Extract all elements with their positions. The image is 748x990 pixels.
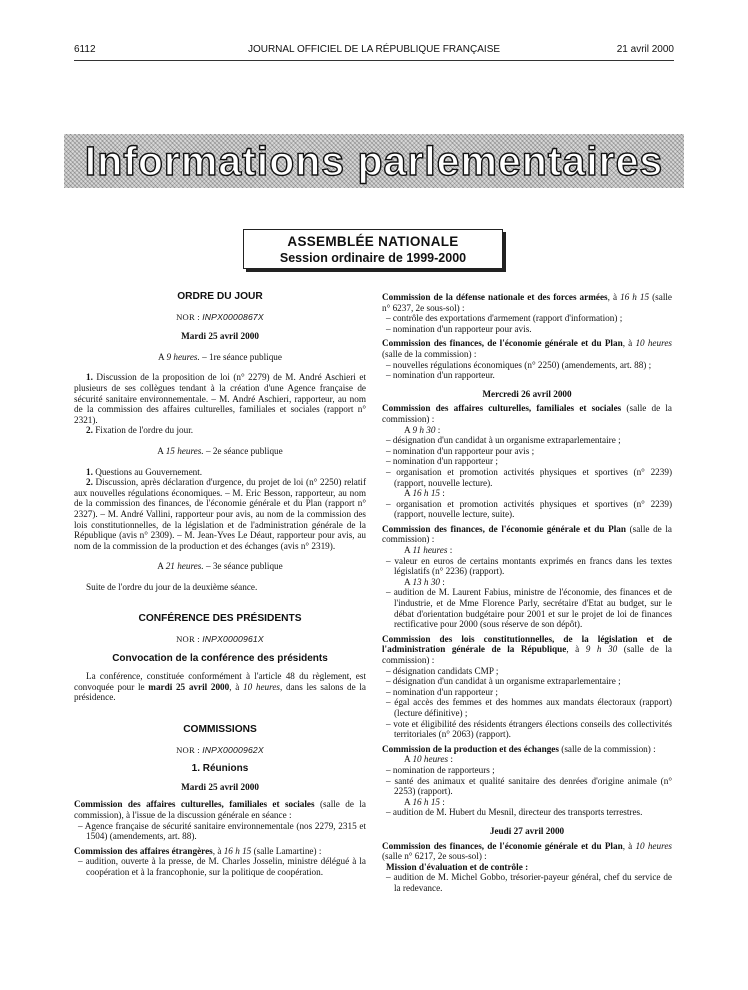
time-slot — [382, 425, 672, 436]
commission-name: Commission des affaires étrangères — [74, 845, 213, 856]
agenda-item: – désignation candidats CMP ; — [386, 665, 499, 676]
assembly-box — [243, 229, 503, 269]
meeting-time: 16 h 15 — [412, 488, 440, 499]
text-part: , à — [622, 840, 636, 851]
text-part: : — [440, 488, 445, 499]
commission-details: (salle de la commission) : — [382, 403, 672, 424]
agenda-item: – santé des animaux et qualité sanitaire des denrées d'origine animale (n° 2253) (rapport). — [386, 775, 672, 797]
time-slot — [382, 754, 672, 765]
time-slot — [382, 797, 672, 808]
agenda-item — [74, 467, 366, 478]
nor-label: NOR : — [176, 744, 200, 755]
commission-name: Commission des finances, de l'économie générale et du Plan — [382, 840, 623, 851]
assembly-session: Session ordinaire de 1999-2000 — [279, 251, 467, 265]
text-italic: 10 heures — [242, 681, 280, 692]
right-column — [382, 292, 672, 893]
commission-name: Commission des affaires culturelles, familiales et sociales — [382, 403, 622, 414]
meeting-time: 9 h 30 — [585, 644, 618, 655]
commission-entry — [382, 634, 672, 666]
nor-code: INPX0000867X — [202, 311, 264, 322]
commission-entry — [382, 524, 672, 545]
seance-heading: A 21 heures. – 3e séance publique — [157, 561, 283, 572]
agenda-item: – audition de M. Hubert du Mesnil, directeur des transports terrestres. — [386, 807, 643, 818]
agenda-item: – désignation d'un candidat à un organisme extraparlementaire ; — [386, 676, 621, 687]
text-part: A — [404, 754, 413, 765]
left-column — [74, 292, 366, 878]
time-slot — [382, 488, 672, 499]
text-part: , dans les salons de la présidence. — [74, 681, 366, 703]
commission-details: (salle n° 6237, 2e sous-sol) : — [382, 292, 673, 313]
seance-time: 15 heures. — [165, 445, 204, 456]
text-part: A — [404, 424, 413, 435]
commission-entry — [382, 744, 672, 755]
item-text: Discussion, après déclaration d'urgence, du projet de loi (n° 2250) relatif aux nouvelles régulations économiques. – M. Eric Besson, rapporteur, au nom de la commission des finances, de l'économie générale et du Plan (rapport n° 2327). – M. André Vallini, rapporteur pour avis, au nom de la commission des lois constitutionnelles, de la législation et de l'administration générale de la République (avis n° 2309). – M. Jean-Yves Le Déaut, rapporteur pour avis, au nom de la commission de la production et des échanges (avis n° 2319). — [74, 477, 366, 551]
commission-name: Commission des affaires culturelles, familiales et sociales — [74, 799, 315, 810]
meeting-time: 10 heures — [635, 338, 672, 349]
text-part: : — [440, 576, 445, 587]
day-heading: Jeudi 27 avril 2000 — [489, 825, 565, 836]
agenda-item: – Agence française de sécurité sanitaire environnementale (nos 2279, 2315 et 1504) (amendements, art. 88). — [78, 820, 366, 842]
seance-label: – 1re séance publique — [199, 351, 282, 362]
meeting-time: 9 h 30 — [412, 424, 436, 435]
commission-name: Commission de la défense nationale et des forces armées — [382, 292, 608, 302]
text-part: La conférence, constituée conformément à l'article 48 du règlement, est convoquée pour le — [74, 671, 366, 692]
commission-entry — [74, 799, 366, 820]
agenda-item: – organisation et promotion activités physiques et sportives (n° 2239) (rapport, nouvelle lecture). — [386, 466, 672, 488]
text-part: : — [440, 796, 445, 807]
seance-heading: A 9 heures. – 1re séance publique — [158, 351, 282, 362]
agenda-item: – nomination d'un rapporteur pour avis. — [386, 323, 532, 334]
seance-time: 21 heures. — [165, 561, 204, 572]
item-number: 1. — [86, 372, 93, 383]
commission-details: (salle de la commission) : — [558, 743, 656, 754]
agenda-item: – valeur en euros de certains montants exprimés en francs dans les textes législatifs (n° 2236) (rapport). — [386, 555, 672, 577]
agenda-item: – nomination d'un rapporteur ; — [386, 686, 498, 697]
text-part: A — [404, 545, 413, 556]
item-text: Fixation de l'ordre du jour. — [92, 425, 194, 436]
commission-entry — [74, 846, 366, 857]
day-heading: Mardi 25 avril 2000 — [181, 331, 259, 342]
item-text: Questions au Gouvernement. — [92, 466, 203, 477]
mission-heading: Mission d'évaluation et de contrôle : — [386, 861, 529, 872]
agenda-item: Suite de l'ordre du jour de la deuxième séance. — [86, 581, 258, 592]
commission-name: Commission des lois constitutionnelles, de la législation et de l'administration générale de la République — [382, 633, 672, 655]
section-banner — [64, 134, 684, 188]
meeting-time: 10 heures — [635, 840, 672, 851]
banner-title: Informations parlementaires — [84, 138, 664, 184]
meeting-time: 16 h 15 — [620, 292, 650, 302]
agenda-item: – nomination d'un rapporteur pour avis ; — [386, 445, 535, 456]
commission-entry — [382, 403, 672, 424]
time-slot — [382, 577, 672, 588]
agenda-item: – audition, ouverte à la presse, de M. Charles Josselin, ministre délégué à la coopération et à la francophonie, sur la politique de coopération. — [78, 856, 366, 877]
item-number: 2. — [86, 477, 93, 488]
nor-code: INPX0000962X — [202, 744, 264, 755]
agenda-item: – audition de M. Laurent Fabius, ministre de l'économie, des finances et de l'industrie, et de Mme Florence Parly, secrétaire d'Etat au budget, sur le débat d'orientation budgétaire pour 2001 et sur le projet de loi de finances rectificative pour 2000 (sous réserve de son dépôt). — [386, 587, 672, 630]
text-bold: mardi 25 avril 2000 — [148, 681, 230, 692]
conference-subheading: Convocation de la conférence des présidents — [112, 652, 328, 664]
commission-name: Commission des finances, de l'économie générale et du Plan — [382, 523, 626, 534]
agenda-item — [74, 425, 366, 436]
seance-time: 9 heures. — [166, 351, 200, 362]
agenda-item: – désignation d'un candidat à un organisme extraparlementaire ; — [386, 435, 621, 446]
seance-label: – 2e séance publique — [203, 445, 283, 456]
agenda-item: – égal accès des femmes et des hommes aux mandats électoraux (rapport) (lecture définitive) ; — [386, 697, 672, 718]
agenda-item — [74, 477, 366, 551]
text-part: , à — [622, 338, 636, 349]
commission-entry — [382, 338, 672, 359]
agenda-item — [74, 372, 366, 425]
ordre-nor — [74, 312, 366, 323]
commissions-heading: COMMISSIONS — [183, 724, 257, 736]
text-part: : — [447, 545, 453, 556]
agenda-item: – nomination d'un rapporteur. — [386, 370, 495, 381]
text-part: : — [448, 754, 453, 765]
nor-label: NOR : — [176, 311, 200, 322]
day-heading: Mardi 25 avril 2000 — [181, 781, 259, 792]
commissions-nor — [74, 745, 366, 756]
agenda-item: – vote et éligibilité des résidents étrangers élections conseils des collectivités territoriales (n° 2063) (rapport). — [386, 718, 672, 740]
commission-details: (salle de la commission) : — [382, 348, 477, 359]
text-part: A — [404, 796, 413, 807]
agenda-item: – nouvelles régulations économiques (n° 2250) (amendements, art. 88) ; — [386, 359, 652, 370]
page-header — [74, 44, 674, 58]
item-number: 2. — [86, 425, 93, 436]
text-part: , à — [212, 845, 224, 856]
conference-heading: CONFÉRENCE DES PRÉSIDENTS — [138, 613, 302, 625]
agenda-item: – contrôle des exportations d'armement (rapport d'information) ; — [386, 313, 623, 324]
meeting-time: 10 heures — [412, 754, 449, 765]
meeting-time: 13 h 30 — [412, 576, 440, 587]
commission-entry — [382, 292, 672, 313]
seance-label: – 3e séance publique — [203, 561, 283, 572]
text-part: A — [404, 576, 413, 587]
text-part: , à — [566, 644, 586, 655]
meeting-time: 16 h 15 — [412, 796, 440, 807]
commission-details: (salle de la commission) : — [382, 644, 673, 665]
day-heading: Mercredi 26 avril 2000 — [482, 388, 572, 399]
meeting-time: 16 h 15 — [223, 845, 252, 856]
nor-label: NOR : — [176, 634, 200, 645]
seance-heading: A 15 heures. – 2e séance publique — [157, 445, 283, 456]
journal-title: JOURNAL OFFICIEL DE LA RÉPUBLIQUE FRANÇAISE — [247, 44, 501, 55]
conference-text — [74, 671, 366, 703]
commission-entry — [382, 841, 672, 862]
commission-details: (salle n° 6217, 2e sous-sol) : — [382, 851, 487, 862]
header-rule — [74, 60, 674, 61]
text-part: , à — [229, 681, 243, 692]
commission-details: (salle de la commission) : — [382, 523, 672, 545]
agenda-item: – nomination d'un rapporteur ; — [386, 456, 498, 467]
issue-date: 21 avril 2000 — [616, 44, 674, 55]
agenda-item: – audition de M. Michel Gobbo, trésorier-payeur général, chef du service de la redevance. — [386, 872, 672, 893]
time-slot — [382, 545, 672, 556]
conference-nor — [74, 634, 366, 645]
text-part: A — [404, 488, 413, 499]
page-number: 6112 — [74, 44, 96, 55]
ordre-du-jour-heading: ORDRE DU JOUR — [177, 291, 263, 302]
reunions-heading: 1. Réunions — [191, 763, 249, 775]
meeting-time: 11 heures — [412, 545, 448, 556]
text-part: , à — [607, 292, 621, 302]
agenda-item: – nomination de rapporteurs ; — [386, 764, 495, 775]
commission-name: Commission de la production et des échanges — [382, 743, 559, 754]
assembly-name: ASSEMBLÉE NATIONALE — [287, 234, 459, 249]
text-part: : — [435, 424, 441, 435]
nor-code: INPX0000961X — [202, 634, 264, 645]
commission-details: (salle Lamartine) : — [251, 845, 322, 856]
commission-details: (salle de la commission), à l'issue de la discussion générale en séance : — [74, 799, 366, 820]
item-text: Discussion de la proposition de loi (n° 2279) de M. André Aschieri et plusieurs de ses collègues tendant à la création d'une Agence française de sécurité sanitaire environnementale. – M. André Aschieri, rapporteur, au nom de la commission des affaires culturelles, familiales et sociales (rapport n° 2321). — [74, 372, 366, 425]
agenda-item: – organisation et promotion activités physiques et sportives (n° 2239) (rapport, nouvelle lecture, suite). — [386, 498, 672, 520]
item-number: 1. — [86, 466, 93, 477]
commission-name: Commission des finances, de l'économie générale et du Plan — [382, 338, 623, 349]
